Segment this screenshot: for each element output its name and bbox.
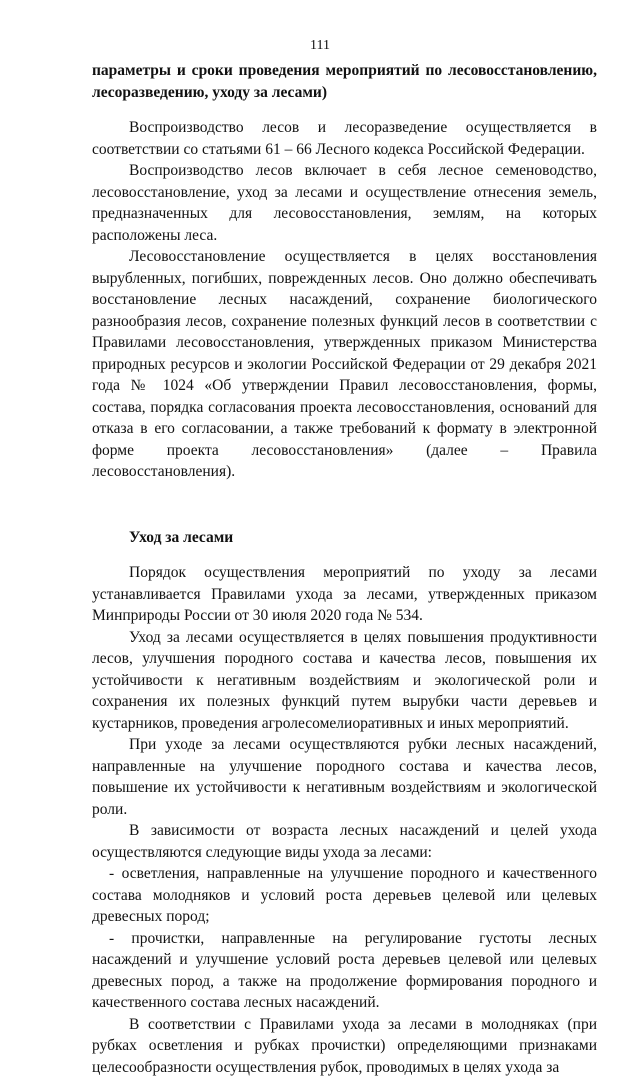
paragraph-reproduction-legal-basis: Воспроизводство лесов и лесоразведение осуществляется в соответствии со статьями 61 – 66 Лесного кодекса Российской Федерации. xyxy=(92,117,597,160)
list-item-clearing: - осветления, направленные на улучшение породного и качественного состава молодняков и условий роста деревьев целевой или целевых древесных пород; xyxy=(92,863,597,928)
paragraph-reforestation: Лесовосстановление осуществляется в целях восстановления вырубленных, погибших, поврежденных лесов. Оно должно обеспечивать восстановление лесных насаждений, сохранение биологического разнообразия лесов, сохранение полезных функций лесов в соответствии с Правилами лесовосстановления, утвержденных приказом Министерства природных ресурсов и экологии Российской Федерации от 29 декабря 2021 года № 1024 «Об утверждении Правил лесовосстановления, формы, состава, порядка согласования проекта лесовосстановления, оснований для отказа в его согласовании, а также требований к формату в электронной форме проекта лесовосстановления» (далее – Правила лесовосстановления). xyxy=(92,246,597,483)
section-title-forest-care: Уход за лесами xyxy=(92,527,597,549)
paragraph-young-stands: В соответствии с Правилами ухода за лесами в молодняках (при рубках осветления и рубках прочистки) определяющими признаками целесообразности осуществления рубок, проводимых в целях ухода за xyxy=(92,1014,597,1078)
continued-heading: параметры и сроки проведения мероприятий по лесовосстановлению, лесоразведению, уходу за лесами) xyxy=(92,60,597,103)
paragraph-care-felling: При уходе за лесами осуществляются рубки лесных насаждений, направленные на улучшение породного состава и качества лесов, повышение их устойчивости к негативным воздействиям и экологической роли. xyxy=(92,734,597,820)
paragraph-care-types-intro: В зависимости от возраста лесных насаждений и целей ухода осуществляются следующие виды ухода за лесами: xyxy=(92,820,597,863)
paragraph-reproduction-scope: Воспроизводство лесов включает в себя лесное семеноводство, лесовосстановление, уход за лесами и осуществление отнесения земель, предназначенных для лесовосстановления, землям, на которых расположены леса. xyxy=(92,160,597,246)
paragraph-care-purpose: Уход за лесами осуществляется в целях повышения продуктивности лесов, улучшения породного состава и качества лесов, повышения их устойчивости к негативным воздействиям и экологической роли и сохранения их полезных функций путем вырубки части деревьев и кустарников, проведения агролесомелиоративных и иных мероприятий. xyxy=(92,627,597,735)
paragraph-care-procedure: Порядок осуществления мероприятий по уходу за лесами устанавливается Правилами ухода за лесами, утвержденных приказом Минприроды России от 30 июля 2020 года № 534. xyxy=(92,562,597,627)
page-number: 111 xyxy=(0,38,640,54)
page-content xyxy=(92,60,597,1078)
list-item-cleaning: - прочистки, направленные на регулирование густоты лесных насаждений и улучшение условий роста деревьев целевой или целевых древесных пород, а также на продолжение формирования породного и качественного состава лесных насаждений. xyxy=(92,928,597,1014)
